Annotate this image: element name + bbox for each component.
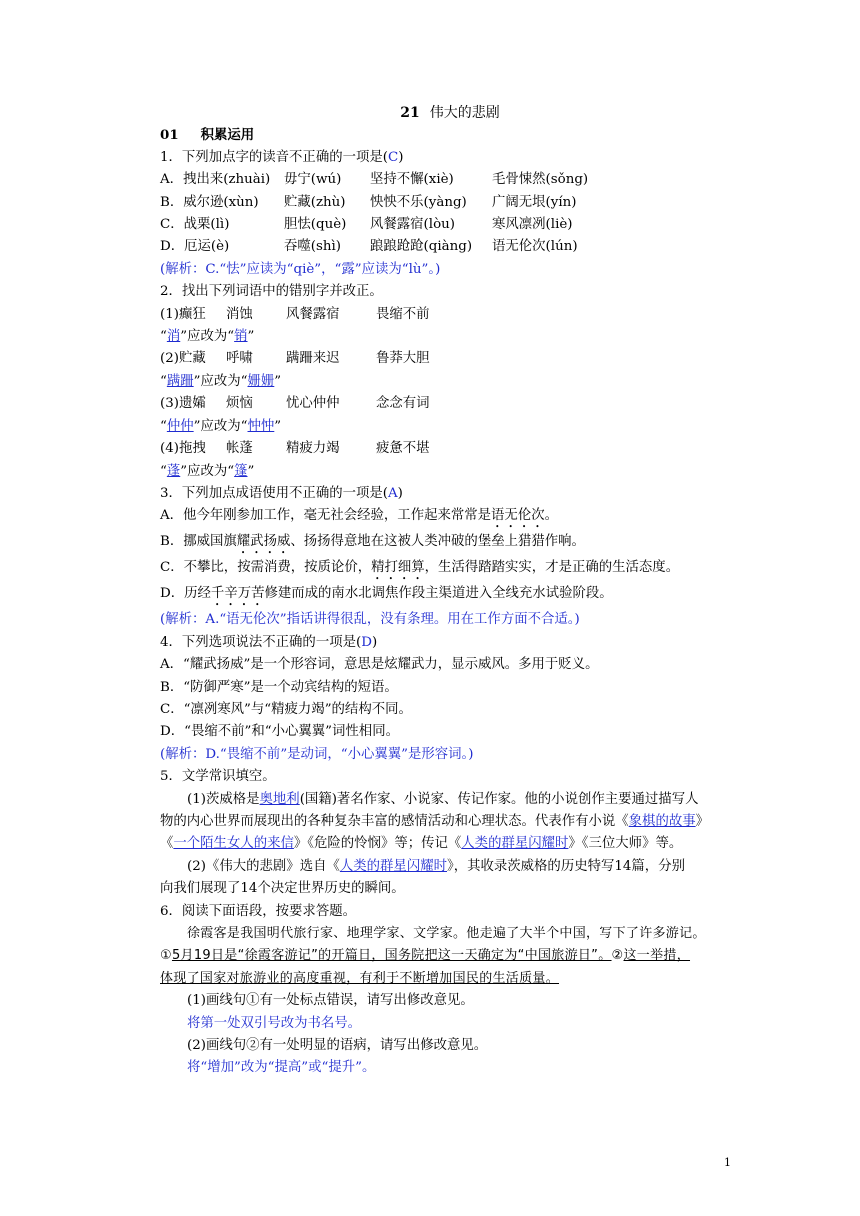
question-3-options: [160, 505, 740, 609]
q4-option: A．“耀武扬威”是一个形容词，意思是炫耀武力，显示威风。多用于贬义。: [160, 657, 599, 673]
q2-answer: 蓬: [166, 463, 181, 479]
q2-word: 精疲力竭: [286, 441, 340, 457]
q6-marker-2: ②: [611, 948, 624, 964]
q3-analysis: (解析：A.“语无伦次”指话讲得很乱，没有条理。用在工作方面不合适。): [160, 612, 580, 628]
q2-correction-text: “: [160, 463, 167, 479]
q6-sub1: (1)画线句①有一处标点错误，请写出修改意见。: [187, 993, 474, 1009]
q2-answer: 姗姗: [247, 373, 275, 389]
q2-answer: 篷: [234, 463, 248, 479]
q1-option-cell: 广阔无垠(yín): [492, 194, 577, 210]
q1-option-cell: 踉踉跄跄(qiàng): [370, 239, 473, 255]
question-1-options: [160, 169, 740, 259]
q5-text: 》《三位大师》等。: [568, 836, 683, 852]
q1-option-cell: A．拽出来(zhuài): [160, 172, 271, 188]
page-title: [160, 102, 740, 124]
q1-option-row: [160, 236, 740, 258]
q1-option-cell: 寒风凛冽(liè): [492, 217, 573, 233]
q5-part1-line1: [160, 789, 740, 811]
q5-text: 》: [695, 813, 710, 829]
q5-part1-line3: [160, 833, 740, 855]
q2-word: 畏缩不前: [376, 306, 430, 322]
q3-dotted-idiom: 精打细算: [371, 560, 425, 576]
q1-option-cell: C．战栗(lì): [160, 217, 230, 233]
question-4-stem: [160, 632, 740, 654]
q1-option-row: [160, 169, 740, 191]
q5-answer-country: 奥地利: [259, 791, 300, 807]
q3-option: [160, 531, 740, 557]
question-1-stem: [160, 147, 740, 169]
q6-sub2: (2)画线句②有一处明显的语病，请写出修改意见。: [187, 1038, 488, 1054]
q5-text: 物的内心世界而展现出的各种复杂丰富的感情活动和心理状态。代表作有小说《: [160, 813, 629, 829]
q1-option-cell: 语无伦次(lún): [492, 239, 578, 255]
q3-option-text: 、扬扬得意地在这被人类冲破的堡垒上猎猎作响。: [290, 534, 585, 550]
q2-correction-text: ”应改为“: [180, 463, 235, 479]
q4-option: C．“凛冽寒风”与“精疲力竭”的结构不同。: [160, 701, 412, 717]
q2-word: 鲁莽大胆: [376, 351, 430, 367]
q1-option-cell: 吞噬(shì): [284, 239, 342, 255]
question-4-options: [160, 654, 740, 744]
q3-option: [160, 557, 740, 583]
q2-word: 消蚀: [226, 306, 253, 322]
q5-text: 》《危险的怜悯》等；传记《: [293, 836, 462, 852]
q3-close: ): [397, 485, 403, 501]
q2-word: (1)癫狂: [160, 306, 206, 322]
question-3-stem: [160, 483, 740, 505]
q2-correction-text: ”: [247, 329, 255, 345]
q2-word: 疲惫不堪: [376, 441, 430, 457]
q5-text: 《: [160, 836, 174, 852]
q2-word-row: [160, 438, 740, 460]
q6-underlined-sentence-1: 5月19日是“徐霞客游记”的开篇日，国务院把这一天确定为“中国旅游日”。: [171, 948, 612, 964]
q2-word-row: [160, 393, 740, 415]
q2-correction-text: “: [160, 373, 167, 389]
q2-correction-text: “: [160, 418, 167, 434]
q2-correction: [160, 461, 740, 483]
q2-word: 烦恼: [226, 396, 253, 412]
q5-answer-work2: 一个陌生女人的来信: [173, 836, 294, 852]
q3-dotted-idiom: 语无伦次: [491, 508, 545, 524]
q2-word: 蹒跚来迟: [286, 351, 340, 367]
q1-option-cell: 胆怯(què): [284, 217, 347, 233]
section-heading: [160, 124, 740, 146]
section-label: 积累运用: [200, 127, 255, 144]
q2-correction-text: ”应改为“: [180, 329, 235, 345]
q4-option: D．“畏缩不前”和“小心翼翼”词性相同。: [160, 724, 399, 740]
q1-close: ): [398, 149, 404, 165]
worksheet-content: [160, 102, 740, 1080]
q2-answer: 仲仲: [166, 418, 194, 434]
q2-correction-text: ”: [274, 373, 282, 389]
q2-correction-text: ”: [247, 463, 255, 479]
q2-correction-text: ”: [274, 418, 282, 434]
q2-correction: [160, 371, 740, 393]
lesson-title: 伟大的悲剧: [429, 105, 500, 121]
q1-option-cell: B．威尔逊(xùn): [160, 194, 259, 210]
q3-option-text: 修建而成的南水北调焦作段主渠道进入全线充水试验阶段。: [264, 586, 613, 602]
q2-correction: [160, 326, 740, 348]
q3-option-text: 。: [544, 508, 558, 524]
question-5-stem: 5．文学常识填空。: [160, 769, 276, 785]
q5-answer-work1: 象棋的故事: [628, 813, 696, 829]
q5-text: (国籍)著名作家、小说家、传记作家。他的小说创作主要通过描写人: [299, 791, 699, 807]
q5-part2-line1: [160, 856, 740, 878]
q1-option-cell: 风餐露宿(lòu): [370, 217, 455, 233]
q1-option-cell: D．厄运(è): [160, 239, 230, 255]
q2-answer: 蹒跚: [166, 373, 194, 389]
q3-dotted-idiom: 耀武扬威: [236, 534, 291, 550]
q3-option: [160, 505, 740, 531]
q2-correction-text: ”应改为“: [193, 373, 248, 389]
q6-answer-1: 将第一处双引号改为书名号。: [187, 1015, 362, 1031]
q2-word-row: [160, 304, 740, 326]
q3-option-text: C．不攀比，按需消费，按质论价，: [160, 560, 372, 576]
q2-word: 风餐露宿: [286, 306, 340, 322]
q4-stem-text: 4．下列选项说法不正确的一项是(: [160, 634, 362, 650]
q1-option-row: [160, 192, 740, 214]
q1-option-cell: 毋宁(wú): [284, 172, 342, 188]
q6-marker-1: ①: [160, 948, 172, 964]
q2-answer: 销: [234, 329, 248, 345]
q2-word: 忧心仲仲: [286, 396, 340, 412]
q2-word-row: [160, 348, 740, 370]
q2-word: 帐蓬: [226, 441, 253, 457]
lesson-number: 21: [400, 105, 420, 121]
q1-option-row: [160, 214, 740, 236]
q2-word: 呼啸: [226, 351, 253, 367]
q4-close: ): [371, 634, 378, 650]
q3-answer: A: [388, 485, 398, 501]
q5-text: 》，其收录茨威格的历史特写14篇，分别: [447, 858, 685, 874]
question-2-stem: 2．找出下列词语中的错别字并改正。: [160, 284, 383, 300]
q5-text: (1)茨威格是: [187, 791, 260, 807]
question-2-groups: [160, 304, 740, 483]
q2-correction: [160, 416, 740, 438]
q5-part1-line2: [160, 811, 740, 833]
q2-answer: 忡忡: [247, 418, 275, 434]
q2-correction-text: “: [160, 329, 167, 345]
q4-answer: D: [361, 634, 372, 650]
q2-answer: 消: [166, 329, 181, 345]
q6-underlined-sentence-2b: 体现了国家对旅游业的高度重视，有利于不断增加国民的生活质量。: [160, 970, 560, 986]
q6-answer-2: 将“增加”改为“提高”或“提升”。: [187, 1060, 376, 1076]
q5-answer-book: 人类的群星闪耀时: [339, 858, 447, 874]
q2-word: 念念有词: [376, 396, 430, 412]
q6-passage-line2: [160, 945, 740, 967]
q1-stem-text: 1．下列加点字的读音不正确的一项是(: [160, 149, 388, 165]
q2-word: (2)贮藏: [160, 351, 206, 367]
q3-option-text: D．历经: [160, 586, 211, 602]
q1-analysis: (解析：C.“怯”应读为“qiè”，“露”应读为“lù”。): [160, 261, 441, 277]
q6-passage-line3: [160, 968, 740, 990]
q5-answer-work3: 人类的群星闪耀时: [461, 836, 569, 852]
q1-answer: C: [388, 149, 399, 165]
q5-text: (2)《伟大的悲剧》选自《: [187, 858, 340, 874]
q3-option-text: ，生活得踏踏实实，才是正确的生活态度。: [424, 560, 680, 576]
q2-word: (4)拖拽: [160, 441, 206, 457]
q1-option-cell: 毛骨悚然(sǒng): [492, 172, 589, 188]
q1-option-cell: 怏怏不乐(yàng): [370, 194, 467, 210]
section-number: 01: [160, 127, 179, 144]
q3-dotted-idiom: 千辛万苦: [210, 586, 265, 602]
q4-analysis: (解析：D.“畏缩不前”是动词，“小心翼翼”是形容词。): [160, 746, 474, 762]
q2-word: (3)遗孀: [160, 396, 206, 412]
q1-option-cell: 坚持不懈(xiè): [370, 172, 454, 188]
question-6-stem: 6．阅读下面语段，按要求答题。: [160, 903, 356, 919]
q3-option-text: A．他今年刚参加工作，毫无社会经验，工作起来常常是: [160, 508, 492, 524]
q4-option: B．“防御严寒”是一个动宾结构的短语。: [160, 679, 398, 695]
page-number: 1: [724, 1156, 731, 1169]
q6-passage-line1: 徐霞客是我国明代旅行家、地理学家、文学家。他走遍了大半个中国，写下了许多游记。: [187, 926, 706, 941]
q2-correction-text: ”应改为“: [193, 418, 248, 434]
q3-stem-text: 3．下列加点成语使用不正确的一项是(: [160, 485, 388, 501]
q6-underlined-sentence-2a: 这一举措，: [623, 948, 691, 964]
q5-part2-line2: 向我们展现了14个决定世界历史的瞬间。: [160, 881, 405, 897]
q1-option-cell: 贮藏(zhù): [284, 194, 346, 210]
q3-option: [160, 583, 740, 609]
q3-option-text: B．挪威国旗: [160, 534, 237, 550]
